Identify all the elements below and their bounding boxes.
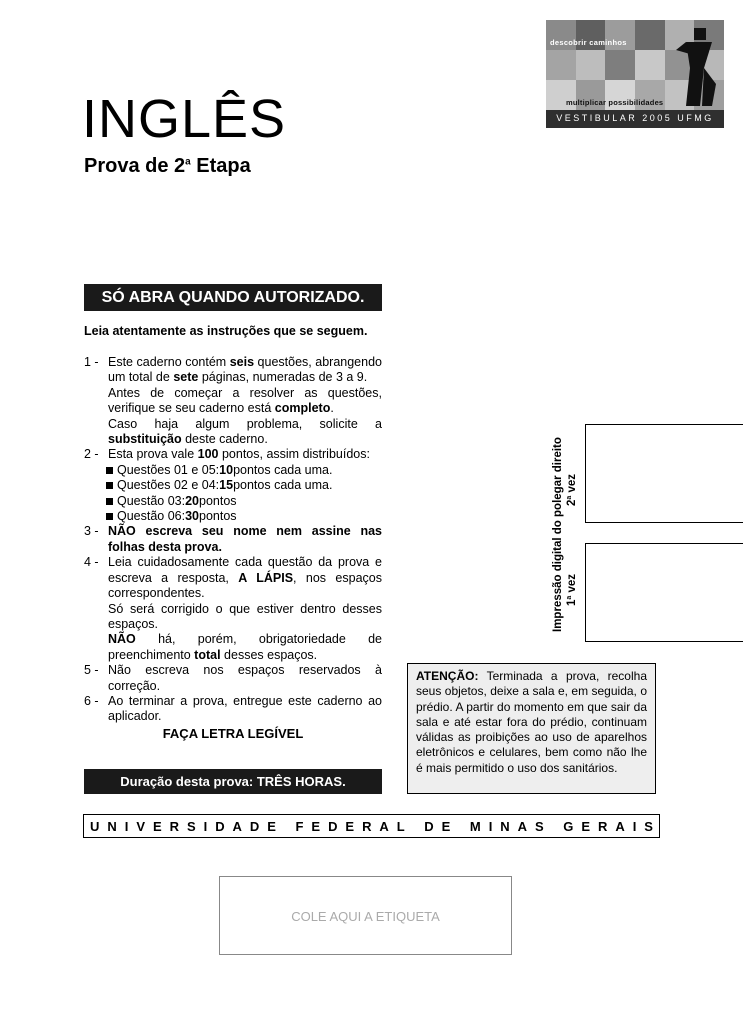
university-letter: E — [152, 818, 162, 834]
university-letter: V — [136, 818, 145, 834]
text: Antes de começar a resolver as questões, verifique se seu caderno está — [108, 385, 382, 416]
points-item-2 — [84, 478, 382, 493]
university-letter: S — [644, 818, 653, 834]
instruction-text — [108, 555, 382, 601]
text: Caso haja algum problema, solicite a — [108, 416, 382, 431]
points-item-1 — [84, 463, 382, 478]
text-bold: completo — [274, 401, 331, 416]
sticker-label-area: COLE AQUI A ETIQUETA — [219, 876, 512, 955]
text: pontos cada uma. — [233, 478, 333, 493]
text-bold: 10 — [219, 462, 234, 477]
instruction-number: 1 - — [84, 355, 99, 369]
university-name-bar — [83, 814, 660, 838]
instruction-4-line-c — [84, 632, 382, 663]
instruction-1-line-c — [84, 417, 382, 448]
do-not-open-banner: SÓ ABRA QUANDO AUTORIZADO. — [84, 284, 382, 311]
instruction-6 — [84, 694, 382, 725]
text: Questão 03: — [117, 493, 186, 508]
university-letter: E — [345, 818, 355, 834]
text-bold: seis — [229, 355, 255, 369]
thumbprint-box-first — [585, 543, 743, 642]
square-bullet-icon — [106, 467, 113, 474]
text-bold: NÃO escreva seu nome nem assine nas folhas desta prova. — [108, 524, 382, 554]
university-letter: A — [232, 818, 242, 834]
instruction-text: Ao terminar a prova, entregue este caderno ao aplicador. — [108, 693, 382, 724]
text: páginas, numeradas de 3 a 9. — [198, 370, 368, 385]
attention-text: Terminada a prova, recolha seus objetos, deixe a sala e, em seguida, o prédio. A partir do momento em que sair da sala e até estar fora do prédio, continuam válidas as proibições ao uso de aparelhos eletrônicos e celulares, bem como não lhe é mais permitido o uso dos sanitários. — [416, 669, 647, 775]
instructions-list — [84, 355, 382, 725]
instruction-text — [108, 355, 382, 386]
university-letter: M — [469, 818, 481, 834]
university-letter — [413, 819, 417, 834]
instruction-number: 6 - — [84, 693, 99, 708]
university-letter: D — [249, 818, 260, 834]
text: Questões 02 e 04: — [117, 478, 220, 493]
text-bold: 15 — [219, 478, 234, 493]
thumbprint-second-label: 2$^a$ vez — [566, 473, 578, 507]
university-letter: F — [295, 818, 304, 834]
instruction-number: 2 - — [84, 447, 99, 462]
university-letter: E — [441, 818, 451, 834]
text: Esta prova vale — [108, 447, 198, 462]
text-bold: NÃO — [108, 632, 136, 647]
text: deste caderno. — [181, 432, 268, 447]
text-bold: 20 — [185, 493, 200, 508]
subtitle-suffix: Etapa — [190, 155, 251, 177]
tangram-figure-icon — [672, 24, 720, 108]
square-bullet-icon — [106, 513, 113, 520]
text: há, porém, obrigatoriedade de preenchimento — [108, 632, 382, 662]
university-letter — [552, 819, 556, 834]
text: Só será corrigido o que estiver dentro desses espaços. — [108, 601, 382, 631]
text-bold: 100 — [197, 447, 219, 462]
university-letter: D — [215, 818, 225, 834]
text: . — [330, 401, 334, 416]
text-bold: A LÁPIS — [238, 570, 294, 585]
attention-label: ATENÇÃO: — [416, 669, 479, 683]
university-letter: A — [517, 818, 528, 834]
text: Questões 01 e 05: — [117, 462, 220, 477]
university-letter: L — [396, 818, 405, 834]
university-letter: A — [615, 818, 625, 834]
page-title: INGLÊS — [82, 89, 287, 149]
points-item-3 — [84, 494, 382, 509]
square-bullet-icon — [106, 482, 113, 489]
text: pontos cada uma. — [233, 462, 333, 477]
points-item-4 — [84, 509, 382, 524]
instruction-5 — [84, 663, 382, 694]
logo-bar-text: VESTIBULAR 2005 UFMG — [556, 113, 714, 123]
text: desses espaços. — [220, 647, 318, 662]
attention-box — [407, 663, 656, 794]
subtitle-prefix: Prova de 2 — [84, 155, 186, 177]
university-letter — [458, 819, 462, 834]
university-letter: N — [107, 818, 117, 834]
instruction-1-line-b — [84, 386, 382, 417]
text: , nos espaços correspondentes. — [108, 570, 382, 601]
text-bold: sete — [173, 370, 199, 385]
ufmg-vestibular-logo — [546, 20, 724, 128]
text-bold: substituição — [108, 432, 182, 447]
university-letter: I — [632, 818, 637, 834]
instruction-number: 3 - — [84, 524, 99, 539]
university-letter: R — [169, 818, 179, 834]
university-letter: I — [203, 818, 208, 834]
instruction-3 — [84, 524, 382, 555]
instruction-4-line-b — [84, 602, 382, 633]
university-letter: R — [597, 818, 608, 834]
logo-tagline-top: descobrir caminhos — [550, 38, 627, 47]
subtitle-ordinal: a — [185, 156, 191, 168]
text-bold: total — [194, 647, 221, 662]
instruction-number: 4 - — [84, 555, 99, 570]
university-letter: A — [379, 818, 389, 834]
university-letter: I — [488, 818, 493, 834]
text: Questão 06: — [117, 509, 186, 524]
text: questões, abrangendo um total de — [108, 355, 382, 385]
instruction-1 — [84, 355, 382, 386]
university-letter: D — [328, 818, 338, 834]
duration-banner: Duração desta prova: TRÊS HORAS. — [84, 769, 382, 794]
university-letter: S — [535, 818, 544, 834]
thumbprint-label — [545, 430, 585, 635]
university-letter — [284, 819, 288, 834]
university-letter: E — [267, 818, 276, 834]
university-letter: S — [186, 818, 196, 834]
instruction-text: Não escreva nos espaços reservados à correção. — [108, 663, 382, 693]
instruction-4 — [84, 555, 382, 601]
thumbprint-first-label: 1$^a$ vez — [566, 573, 578, 607]
university-letter: E — [311, 818, 321, 834]
page-subtitle — [84, 155, 251, 178]
text: pontos, assim distribuídos: — [218, 447, 370, 462]
text: pontos — [199, 493, 237, 508]
text-bold: 30 — [185, 509, 200, 524]
instruction-text — [108, 447, 382, 462]
thumbprint-box-second — [585, 424, 743, 523]
university-letter: I — [124, 818, 129, 834]
text: Este caderno contém — [108, 355, 230, 369]
square-bullet-icon — [106, 498, 113, 505]
logo-tagline-bottom: multiplicar possibilidades — [566, 98, 664, 107]
university-letter: E — [581, 818, 591, 834]
text: Leia cuidadosamente cada questão da prova e escreva a resposta, — [108, 555, 382, 585]
university-letter: N — [500, 818, 510, 834]
university-letter: G — [563, 818, 574, 834]
instruction-text — [108, 524, 382, 555]
legible-handwriting-note: FAÇA LETRA LEGÍVEL — [162, 726, 304, 741]
university-letter: U — [90, 818, 100, 834]
thumbprint-label-text: Impressão digital do polegar direito — [552, 437, 564, 632]
instructions-intro: Leia atentamente as instruções que se seguem. — [84, 324, 368, 338]
instruction-2 — [84, 447, 382, 462]
university-letter: D — [424, 818, 434, 834]
text: pontos — [199, 509, 237, 524]
instruction-number: 5 - — [84, 663, 99, 678]
university-letter: R — [362, 818, 372, 834]
